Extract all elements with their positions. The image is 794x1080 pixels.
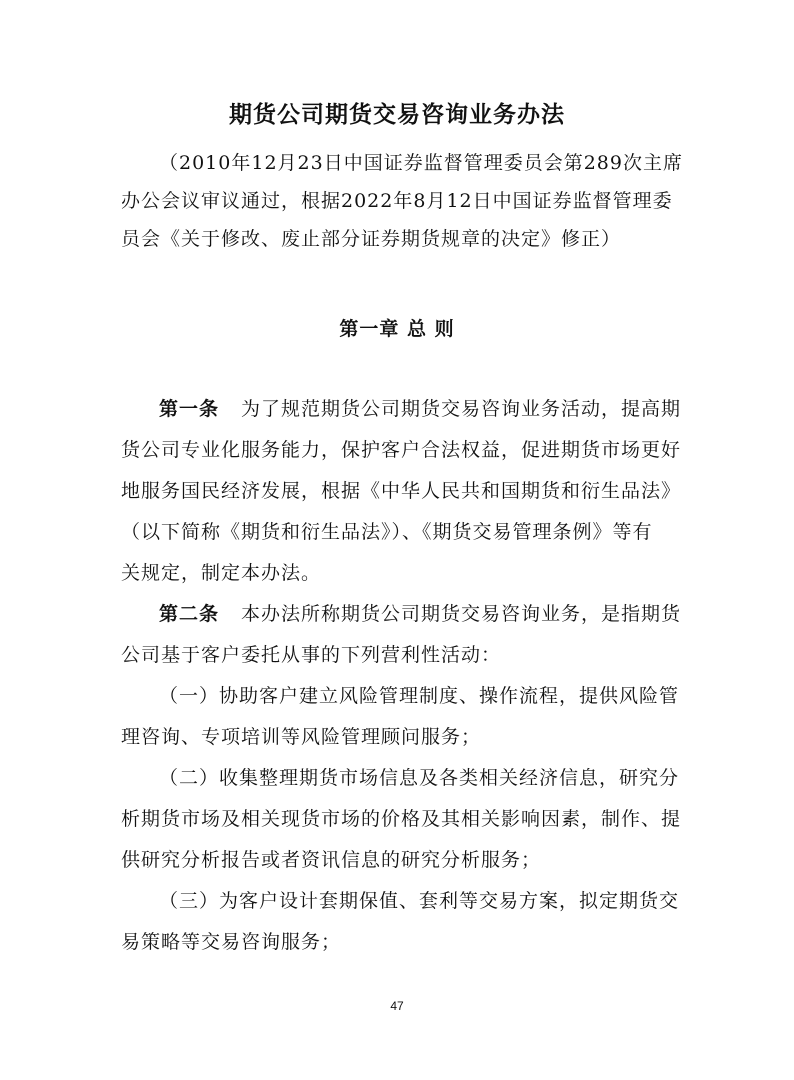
article-label: 第一条 (159, 398, 220, 420)
paragraph-line: （二）收集整理期货市场信息及各类相关经济信息，研究分 (159, 767, 680, 789)
paragraph-line: 易策略等交易咨询服务； (121, 931, 342, 953)
paragraph-line: 货公司专业化服务能力，保护客户合法权益，促进期货市场更好 (121, 439, 682, 461)
paragraph-line: （三）为客户设计套期保值、套利等交易方案，拟定期货交 (159, 890, 680, 912)
list-item-1 (121, 676, 680, 758)
article-label: 第二条 (159, 603, 220, 625)
paragraph-line: 为了规范期货公司期货交易咨询业务活动，提高期 (241, 398, 682, 420)
document-body (121, 389, 682, 963)
list-item-2 (121, 758, 682, 881)
paragraph-line: 供研究分析报告或者资讯信息的研究分析服务； (121, 849, 542, 871)
paragraph-line: （以下简称《期货和衍生品法》）、《期货交易管理条例》等有 (121, 521, 653, 543)
article-1 (121, 389, 682, 594)
list-item-3 (121, 881, 680, 963)
paragraph-line: （一）协助客户建立风险管理制度、操作流程，提供风险管 (159, 685, 680, 707)
subtitle-line: 员会《关于修改、废止部分证券期货规章的决定》修正） (121, 228, 622, 250)
paragraph-line: 关规定，制定本办法。 (121, 562, 322, 584)
chapter-heading: 第一章 总 则 (339, 318, 455, 340)
document-title: 期货公司期货交易咨询业务办法 (229, 102, 565, 128)
paragraph-line: 理咨询、专项培训等风险管理顾问服务； (121, 726, 482, 748)
page-number: 47 (390, 999, 404, 1013)
subtitle-line: （2010年12月23日中国证券监督管理委员会第289次主席 (159, 152, 683, 174)
article-2 (121, 594, 682, 676)
subtitle-line: 办公会议审议通过，根据2022年8月12日中国证券监督管理委 (121, 190, 673, 212)
document-subtitle (121, 144, 683, 258)
paragraph-line: 公司基于客户委托从事的下列营利性活动： (121, 644, 502, 666)
paragraph-line: 地服务国民经济发展，根据《中华人民共和国期货和衍生品法》 (121, 480, 682, 502)
paragraph-line: 本办法所称期货公司期货交易咨询业务，是指期货 (241, 603, 682, 625)
paragraph-line: 析期货市场及相关现货市场的价格及其相关影响因素，制作、提 (121, 808, 682, 830)
